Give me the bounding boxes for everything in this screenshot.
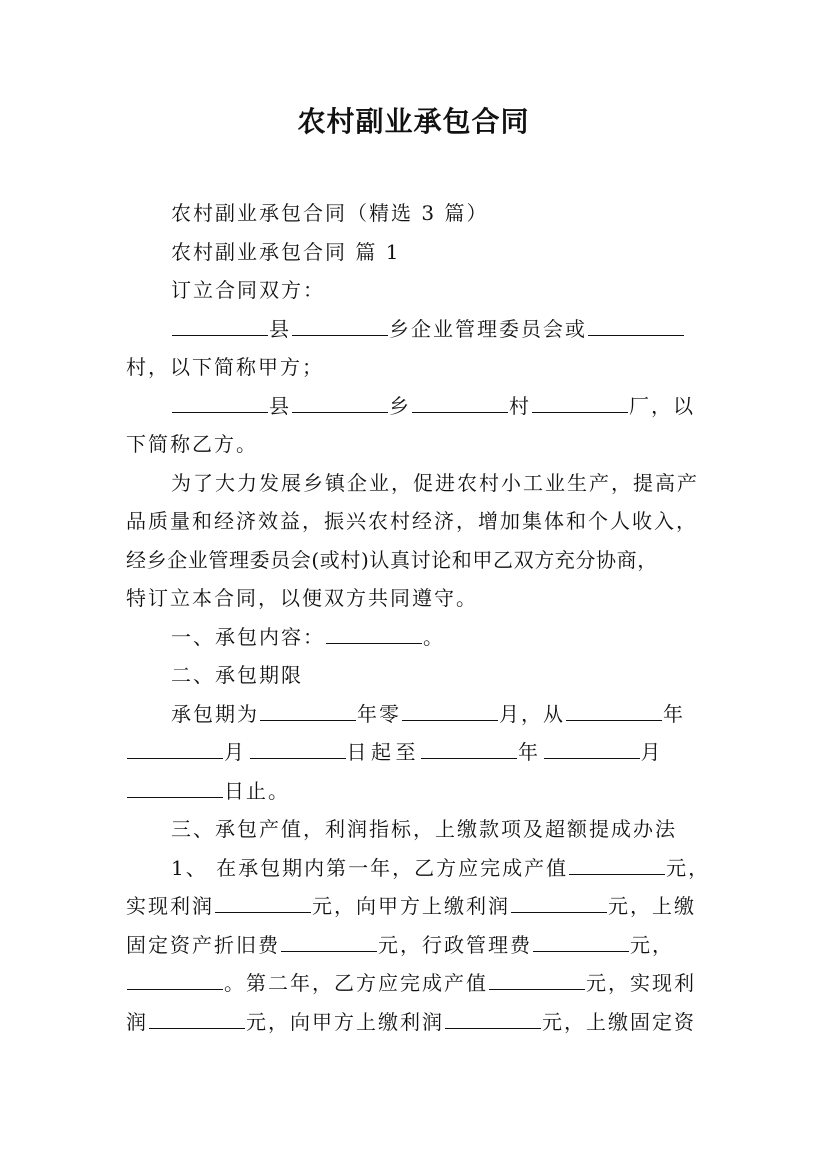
fill-blank[interactable]: [127, 971, 223, 990]
paragraph-section-heading: [126, 233, 706, 272]
fill-blank[interactable]: [588, 317, 684, 336]
text-span: 承包期为: [171, 701, 259, 726]
fill-blank[interactable]: [445, 1010, 541, 1029]
fill-blank[interactable]: [412, 394, 508, 413]
text-span: 乡企业管理委员会或: [389, 316, 587, 341]
fill-blank[interactable]: [489, 971, 585, 990]
text-span: 月，从: [499, 701, 565, 726]
text-span: 年: [518, 740, 543, 764]
paragraph-party-a: [126, 310, 706, 349]
fill-blank[interactable]: [172, 317, 268, 336]
fill-blank[interactable]: [292, 317, 388, 336]
text-span: 元，: [630, 932, 674, 957]
fill-blank[interactable]: [402, 702, 498, 721]
paragraph-purpose-1: [126, 464, 706, 503]
paragraph-purpose-4: [126, 579, 706, 618]
text-span: 县: [269, 393, 291, 418]
paragraph-subtitle: [126, 194, 706, 233]
fill-blank[interactable]: [569, 856, 665, 875]
paragraph-second-year-2: [126, 1003, 706, 1042]
paragraph-contract-term-heading: [126, 656, 706, 695]
paragraph-party-a-cont: [126, 348, 706, 387]
text-span: 品质量和经济效益，振兴农村经济，增加集体和个人收入，: [126, 509, 698, 533]
fill-blank[interactable]: [566, 702, 662, 721]
fill-blank[interactable]: [544, 740, 640, 759]
text-span: 村，以下简称甲方；: [126, 355, 324, 379]
fill-blank[interactable]: [215, 894, 311, 913]
text-span: 农村副业承包合同（精选 3 篇）: [171, 201, 489, 225]
paragraph-parties-heading: [126, 271, 706, 310]
text-span: 1、 在承包期内第一年，乙方应完成产值: [171, 855, 569, 880]
fill-blank[interactable]: [260, 702, 356, 721]
fill-blank[interactable]: [149, 1010, 245, 1029]
fill-blank[interactable]: [326, 625, 422, 644]
text-span: 实现利润: [126, 894, 214, 918]
document-body: [126, 194, 711, 1041]
paragraph-contract-content: [126, 618, 706, 657]
text-span: 日起至: [346, 740, 420, 764]
text-span: 二、承包期限: [171, 663, 303, 687]
paragraph-term-1: [126, 695, 706, 734]
text-span: 订立合同双方：: [171, 278, 325, 302]
text-span: 元，上缴: [608, 894, 696, 918]
text-span: 农村副业承包合同 篇 1: [171, 239, 401, 264]
text-span: 。: [423, 624, 445, 649]
paragraph-purpose-2: [126, 502, 706, 541]
text-span: 元，实现利: [586, 971, 696, 995]
text-span: 一、承包内容：: [171, 624, 325, 649]
paragraph-term-2: [126, 733, 706, 772]
text-span: 厂，以: [629, 393, 695, 418]
fill-blank[interactable]: [511, 894, 607, 913]
paragraph-first-year-1: [126, 849, 711, 888]
text-span: 元，向甲方上缴利润: [246, 1009, 444, 1034]
text-span: 元，向甲方上缴利润: [312, 894, 510, 918]
paragraph-first-year-2: [126, 887, 706, 926]
paragraph-party-b-cont: [126, 425, 706, 464]
text-span: 年零: [357, 701, 401, 726]
text-span: 下简称乙方。: [126, 432, 258, 456]
document-title: 农村副业承包合同: [297, 105, 530, 138]
text-span: 村: [509, 393, 531, 418]
text-span: 。第二年，乙方应完成产值: [224, 971, 488, 995]
text-span: 固定资产折旧费: [126, 932, 280, 957]
text-span: 元，: [666, 855, 711, 880]
text-span: 县: [269, 316, 291, 341]
text-span: 日止。: [224, 778, 290, 803]
paragraph-first-year-3: [126, 926, 706, 965]
text-span: 特订立本合同，以便双方共同遵守。: [126, 586, 478, 610]
text-span: 年: [663, 701, 685, 726]
paragraph-party-b: [126, 387, 706, 426]
text-span: 月: [640, 740, 665, 764]
fill-blank[interactable]: [292, 394, 388, 413]
fill-blank[interactable]: [250, 740, 346, 759]
fill-blank[interactable]: [172, 394, 268, 413]
text-span: 乡: [389, 393, 411, 418]
text-span: 三、承包产值，利润指标，上缴款项及超额提成办法: [171, 817, 677, 841]
fill-blank[interactable]: [127, 779, 223, 798]
text-span: 为了大力发展乡镇企业，促进农村小工业生产，提高产: [171, 470, 699, 495]
paragraph-profit-heading: [126, 810, 706, 849]
fill-blank[interactable]: [281, 933, 377, 952]
fill-blank[interactable]: [127, 740, 223, 759]
text-span: 月: [224, 740, 249, 764]
text-span: 元，上缴固定资: [542, 1009, 696, 1034]
paragraph-purpose-3: [126, 541, 706, 580]
fill-blank[interactable]: [532, 394, 628, 413]
text-span: 经乡企业管理委员会(或村)认真讨论和甲乙双方充分协商，: [126, 547, 658, 572]
paragraph-second-year-1: [126, 964, 706, 1003]
fill-blank[interactable]: [533, 933, 629, 952]
fill-blank[interactable]: [421, 740, 517, 759]
text-span: 润: [126, 1009, 148, 1034]
paragraph-term-3: [126, 772, 706, 811]
text-span: 元，行政管理费: [378, 932, 532, 957]
